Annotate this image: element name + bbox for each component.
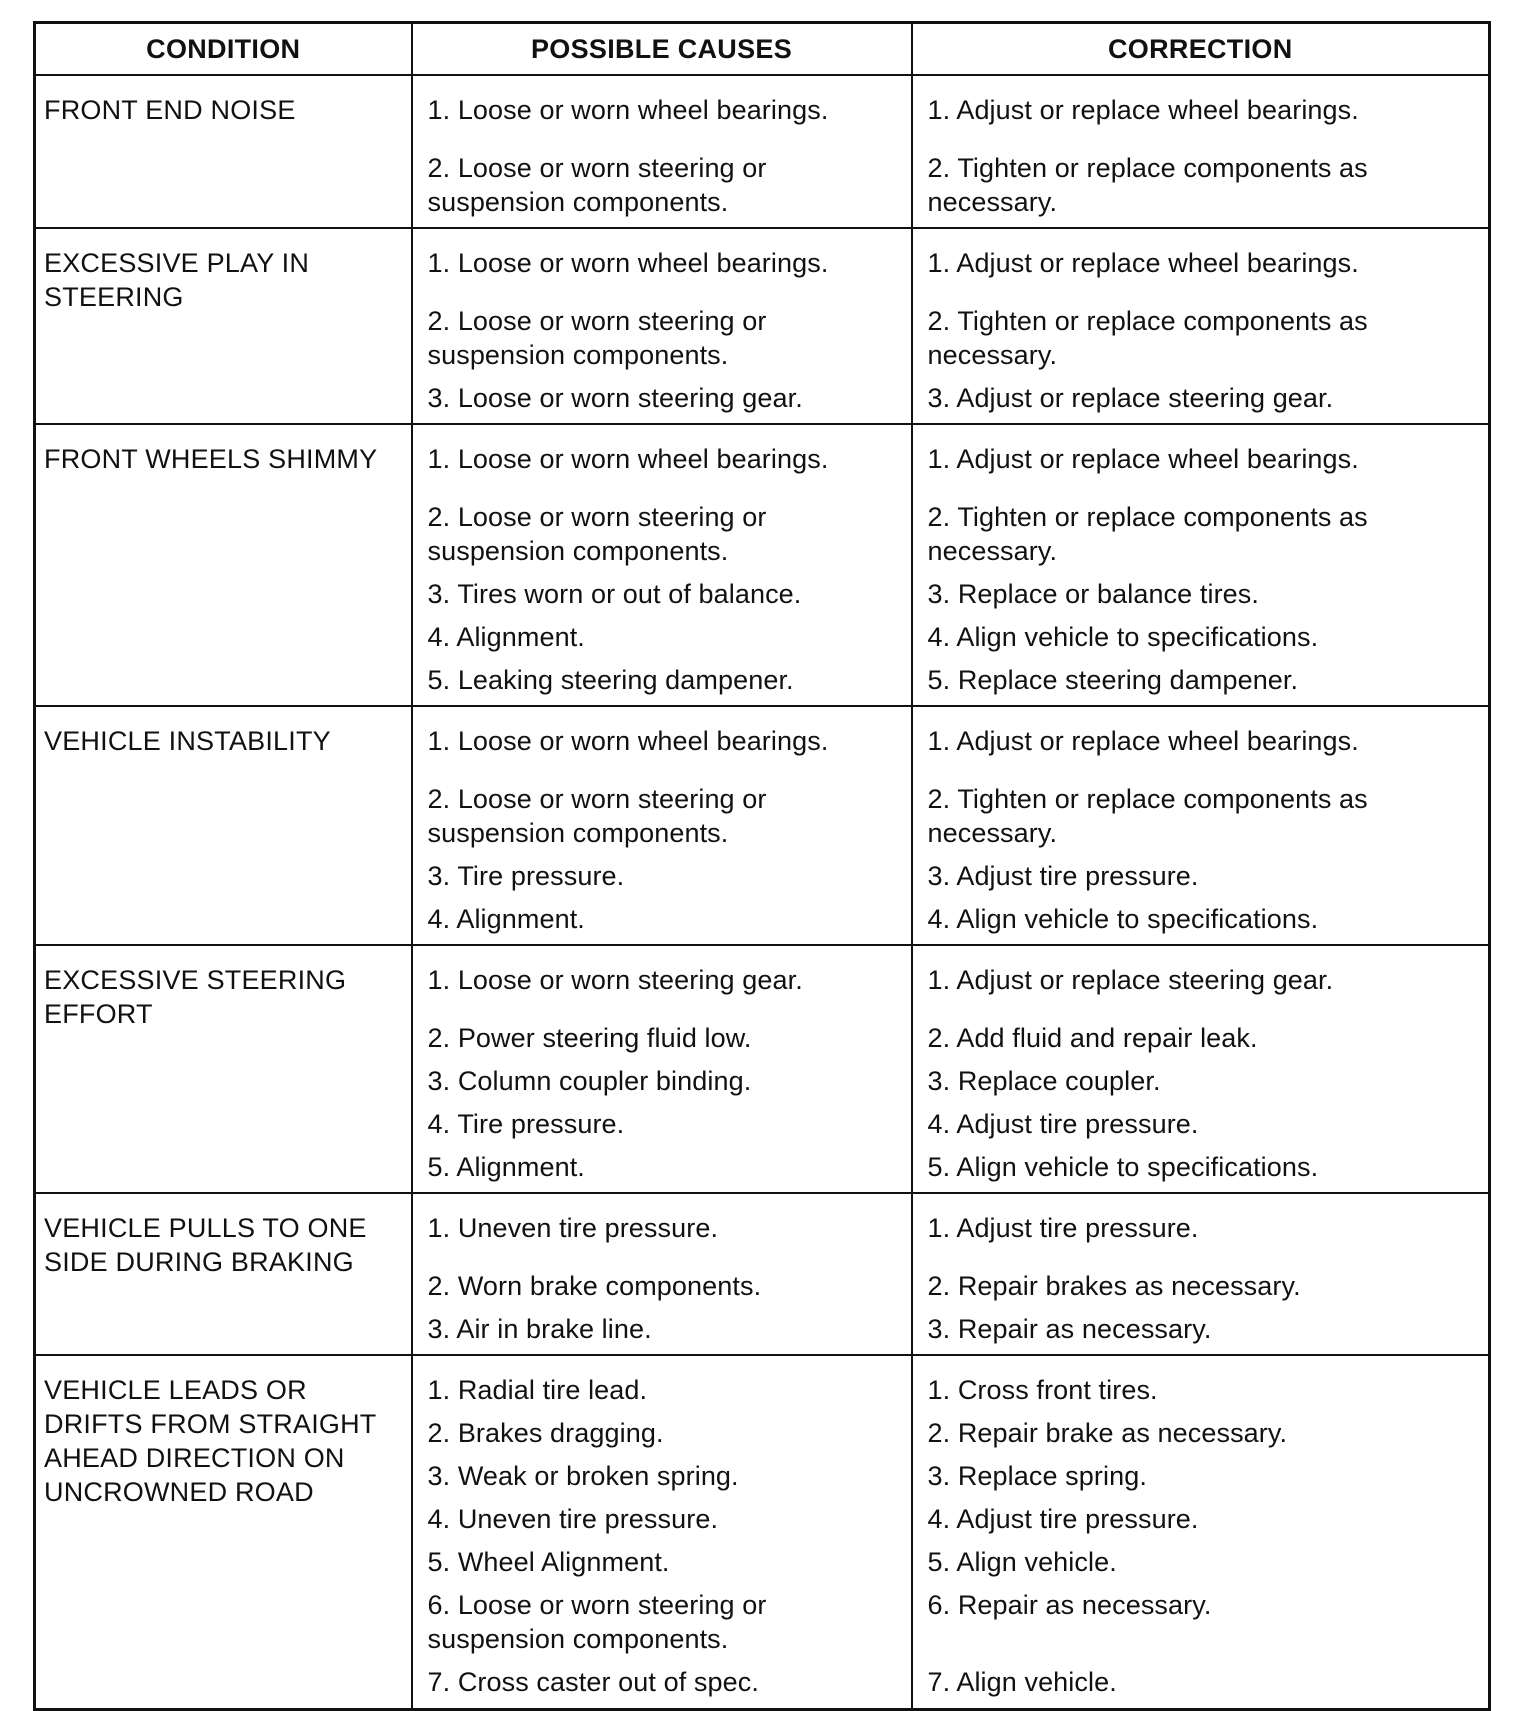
causes-cell <box>412 945 912 1193</box>
cause-item: 1. Loose or worn wheel bearings. <box>427 95 829 125</box>
correction-item: 2. Repair brake as necessary. <box>927 1418 1288 1448</box>
condition-text: VEHICLE LEADS OR DRIFTS FROM STRAIGHT AHEAD DIRECTION ON UNCROWNED ROAD <box>44 1375 376 1507</box>
correction-item: 2. Repair brakes as necessary. <box>927 1271 1301 1301</box>
table-row <box>35 706 1490 945</box>
cause-item: 3. Loose or worn steering gear. <box>427 383 803 413</box>
correction-item: 1. Adjust or replace wheel bearings. <box>927 726 1359 756</box>
condition-cell <box>35 75 412 228</box>
corrections-cell <box>912 1193 1490 1355</box>
causes-cell <box>412 424 912 706</box>
table-row <box>35 75 1490 228</box>
correction-item: 1. Adjust or replace wheel bearings. <box>927 95 1359 125</box>
condition-cell <box>35 706 412 945</box>
cause-item: 3. Air in brake line. <box>427 1314 652 1344</box>
cause-item: 7. Cross caster out of spec. <box>427 1667 759 1697</box>
corrections-cell <box>912 424 1490 706</box>
correction-item: 3. Replace coupler. <box>927 1066 1161 1096</box>
cause-item: 1. Uneven tire pressure. <box>427 1213 719 1243</box>
condition-cell <box>35 228 412 424</box>
corrections-cell <box>912 706 1490 945</box>
corrections-cell <box>912 228 1490 424</box>
correction-item: 4. Adjust tire pressure. <box>927 1504 1199 1534</box>
condition-text: FRONT END NOISE <box>44 95 296 125</box>
correction-item: 1. Adjust tire pressure. <box>927 1213 1199 1243</box>
table-row <box>35 1193 1490 1355</box>
causes-cell <box>412 75 912 228</box>
cause-item: 4. Tire pressure. <box>427 1109 625 1139</box>
correction-item: 2. Tighten or replace components as necessary. <box>927 784 1368 848</box>
diagnosis-table <box>33 21 1491 1711</box>
table-row <box>35 424 1490 706</box>
condition-text: FRONT WHEELS SHIMMY <box>44 444 378 474</box>
condition-text: EXCESSIVE PLAY IN STEERING <box>44 248 310 312</box>
cause-item: 2. Loose or worn steering or suspension components. <box>427 502 767 566</box>
cause-item: 2. Power steering fluid low. <box>427 1023 752 1053</box>
cause-item: 2. Loose or worn steering or suspension components. <box>427 153 767 217</box>
cause-item: 3. Weak or broken spring. <box>427 1461 739 1491</box>
cause-item: 4. Alignment. <box>427 622 585 652</box>
correction-item: 3. Repair as necessary. <box>927 1314 1212 1344</box>
table-row <box>35 228 1490 424</box>
table-row <box>35 945 1490 1193</box>
cause-item: 3. Tires worn or out of balance. <box>427 579 802 609</box>
cause-item: 5. Wheel Alignment. <box>427 1547 670 1577</box>
correction-item: 1. Adjust or replace steering gear. <box>927 965 1334 995</box>
condition-cell <box>35 1355 412 1709</box>
correction-item: 5. Align vehicle to specifications. <box>927 1152 1319 1182</box>
condition-cell <box>35 1193 412 1355</box>
header-condition: CONDITION <box>35 23 412 76</box>
cause-item: 1. Loose or worn wheel bearings. <box>427 248 829 278</box>
correction-item: 1. Cross front tires. <box>927 1375 1158 1405</box>
condition-cell <box>35 945 412 1193</box>
cause-item: 1. Loose or worn wheel bearings. <box>427 444 829 474</box>
corrections-cell <box>912 75 1490 228</box>
header-row <box>35 23 1490 76</box>
causes-cell <box>412 228 912 424</box>
correction-item: 2. Add fluid and repair leak. <box>927 1023 1258 1053</box>
condition-text: VEHICLE INSTABILITY <box>44 726 331 756</box>
correction-item: 1. Adjust or replace wheel bearings. <box>927 248 1359 278</box>
causes-cell <box>412 706 912 945</box>
correction-item: 4. Align vehicle to specifications. <box>927 622 1319 652</box>
cause-item: 5. Alignment. <box>427 1152 585 1182</box>
corrections-cell <box>912 1355 1490 1709</box>
correction-item: 5. Replace steering dampener. <box>927 665 1299 695</box>
cause-item: 2. Loose or worn steering or suspension components. <box>427 306 767 370</box>
correction-item: 3. Replace or balance tires. <box>927 579 1259 609</box>
cause-item: 2. Loose or worn steering or suspension components. <box>427 784 767 848</box>
correction-item: 6. Repair as necessary. <box>927 1590 1212 1620</box>
correction-item: 2. Tighten or replace components as necessary. <box>927 306 1368 370</box>
condition-cell <box>35 424 412 706</box>
cause-item: 1. Loose or worn wheel bearings. <box>427 726 829 756</box>
cause-item: 4. Uneven tire pressure. <box>427 1504 719 1534</box>
cause-item: 2. Worn brake components. <box>427 1271 762 1301</box>
correction-item: 3. Adjust or replace steering gear. <box>927 383 1334 413</box>
correction-item: 3. Adjust tire pressure. <box>927 861 1199 891</box>
condition-text: EXCESSIVE STEERING EFFORT <box>44 965 347 1029</box>
header-possible-causes: POSSIBLE CAUSES <box>412 23 912 76</box>
table-row <box>35 1355 1490 1709</box>
cause-item: 6. Loose or worn steering or suspension components. <box>427 1590 767 1654</box>
condition-text: VEHICLE PULLS TO ONE SIDE DURING BRAKING <box>44 1213 367 1277</box>
cause-item: 4. Alignment. <box>427 904 585 934</box>
cause-item: 3. Column coupler binding. <box>427 1066 752 1096</box>
correction-item: 4. Adjust tire pressure. <box>927 1109 1199 1139</box>
correction-item: 1. Adjust or replace wheel bearings. <box>927 444 1359 474</box>
cause-item: 2. Brakes dragging. <box>427 1418 664 1448</box>
causes-cell <box>412 1193 912 1355</box>
correction-item: 7. Align vehicle. <box>927 1667 1117 1697</box>
correction-item: 4. Align vehicle to specifications. <box>927 904 1319 934</box>
cause-item: 5. Leaking steering dampener. <box>427 665 794 695</box>
correction-item: 2. Tighten or replace components as necessary. <box>927 153 1368 217</box>
correction-item: 5. Align vehicle. <box>927 1547 1117 1577</box>
causes-cell <box>412 1355 912 1709</box>
cause-item: 1. Radial tire lead. <box>427 1375 648 1405</box>
header-correction: CORRECTION <box>912 23 1490 76</box>
correction-item: 3. Replace spring. <box>927 1461 1147 1491</box>
corrections-cell <box>912 945 1490 1193</box>
correction-item: 2. Tighten or replace components as necessary. <box>927 502 1368 566</box>
cause-item: 1. Loose or worn steering gear. <box>427 965 803 995</box>
cause-item: 3. Tire pressure. <box>427 861 625 891</box>
